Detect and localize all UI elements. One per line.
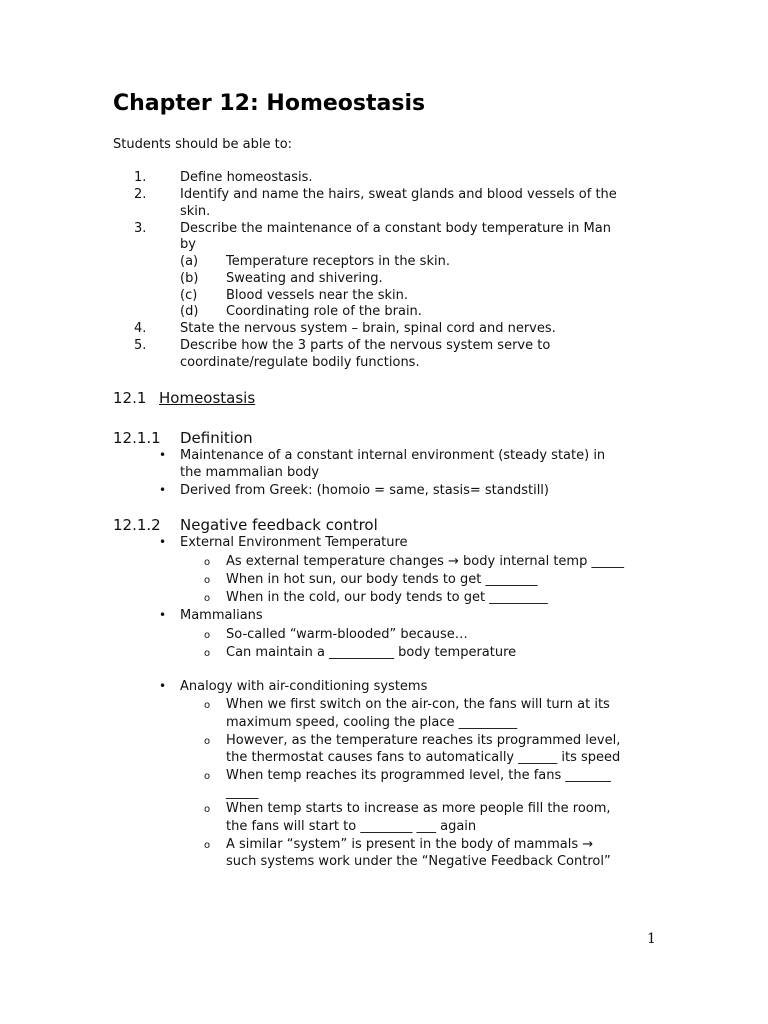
sub-bullet-icon: o [204, 736, 211, 747]
chapter-title: Chapter 12: Homeostasis [113, 91, 426, 116]
objective-number: 3. [134, 221, 147, 236]
objective-number: 1. [134, 170, 147, 185]
sub-objective-label: (a) [180, 254, 199, 269]
objective-number: 5. [134, 338, 147, 353]
sub-bullet-text: When in the cold, our body tends to get _________ [226, 590, 548, 605]
sub-bullet-text: such systems work under the “Negative Feedback Control” [226, 854, 611, 869]
sub-bullet-icon: o [204, 557, 211, 568]
sub-objective-text: Blood vessels near the skin. [226, 288, 409, 303]
bullet-icon: • [159, 608, 167, 622]
sub-bullet-icon: o [204, 648, 211, 659]
sub-bullet-text: Can maintain a __________ body temperature [226, 645, 517, 660]
objective-text: State the nervous system – brain, spinal cord and nerves. [180, 321, 556, 336]
bullet-icon: • [159, 535, 167, 549]
bullet-text: Mammalians [180, 608, 263, 623]
sub-bullet-text: So-called “warm-blooded” because… [226, 627, 468, 642]
bullet-text: Maintenance of a constant internal environment (steady state) in [180, 448, 606, 463]
objective-text: skin. [180, 204, 211, 219]
sub-bullet-text: When temp reaches its programmed level, the fans _______ [226, 768, 611, 783]
sub-bullet-text: When temp starts to increase as more people fill the room, [226, 801, 611, 816]
sub-objective-text: Sweating and shivering. [226, 271, 383, 286]
bullet-text: the mammalian body [180, 465, 320, 480]
sub-bullet-icon: o [204, 630, 211, 641]
sub-bullet-text: A similar “system” is present in the body of mammals → [226, 837, 594, 852]
bullet-icon: • [159, 679, 167, 693]
section-number: 12.1 [113, 389, 147, 407]
sub-bullet-text: the fans will start to ________ ___ again [226, 819, 477, 834]
bullet-icon: • [159, 483, 167, 497]
subsection-title: Negative feedback control [180, 516, 378, 534]
sub-bullet-icon: o [204, 575, 211, 586]
sub-bullet-icon: o [204, 593, 211, 604]
sub-bullet-text: When we first switch on the air-con, the fans will turn at its [226, 697, 610, 712]
objective-text: coordinate/regulate bodily functions. [180, 355, 420, 370]
subsection-number: 12.1.1 [113, 429, 161, 447]
bullet-text: External Environment Temperature [180, 535, 408, 550]
sub-bullet-icon: o [204, 840, 211, 851]
bullet-icon: • [159, 448, 167, 462]
objective-text: Define homeostasis. [180, 170, 313, 185]
objective-number: 4. [134, 321, 147, 336]
objective-text: Identify and name the hairs, sweat glands and blood vessels of the [180, 187, 617, 202]
bullet-text: Derived from Greek: (homoio = same, stasis= standstill) [180, 483, 549, 498]
sub-bullet-text: the thermostat causes fans to automatically ______ its speed [226, 750, 621, 765]
sub-bullet-text: When in hot sun, our body tends to get ________ [226, 572, 538, 587]
sub-bullet-text: maximum speed, cooling the place _________ [226, 715, 518, 730]
sub-objective-label: (b) [180, 271, 199, 286]
objective-text: Describe the maintenance of a constant body temperature in Man [180, 221, 611, 236]
sub-objective-text: Coordinating role of the brain. [226, 304, 422, 319]
sub-bullet-icon: o [204, 700, 211, 711]
sub-bullet-icon: o [204, 771, 211, 782]
intro-text: Students should be able to: [113, 137, 293, 152]
subsection-title: Definition [180, 429, 253, 447]
section-title: Homeostasis [159, 389, 256, 407]
objective-text: by [180, 237, 196, 252]
sub-bullet-icon: o [204, 804, 211, 815]
objective-number: 2. [134, 187, 147, 202]
subsection-number: 12.1.2 [113, 516, 161, 534]
page-number: 1 [647, 931, 656, 947]
sub-bullet-text: As external temperature changes → body internal temp _____ [226, 554, 624, 569]
sub-objective-text: Temperature receptors in the skin. [226, 254, 450, 269]
bullet-text: Analogy with air-conditioning systems [180, 679, 428, 694]
sub-bullet-text: However, as the temperature reaches its programmed level, [226, 733, 621, 748]
sub-bullet-text: _____ [226, 785, 259, 800]
sub-objective-label: (c) [180, 288, 198, 303]
sub-objective-label: (d) [180, 304, 199, 319]
objective-text: Describe how the 3 parts of the nervous system serve to [180, 338, 551, 353]
